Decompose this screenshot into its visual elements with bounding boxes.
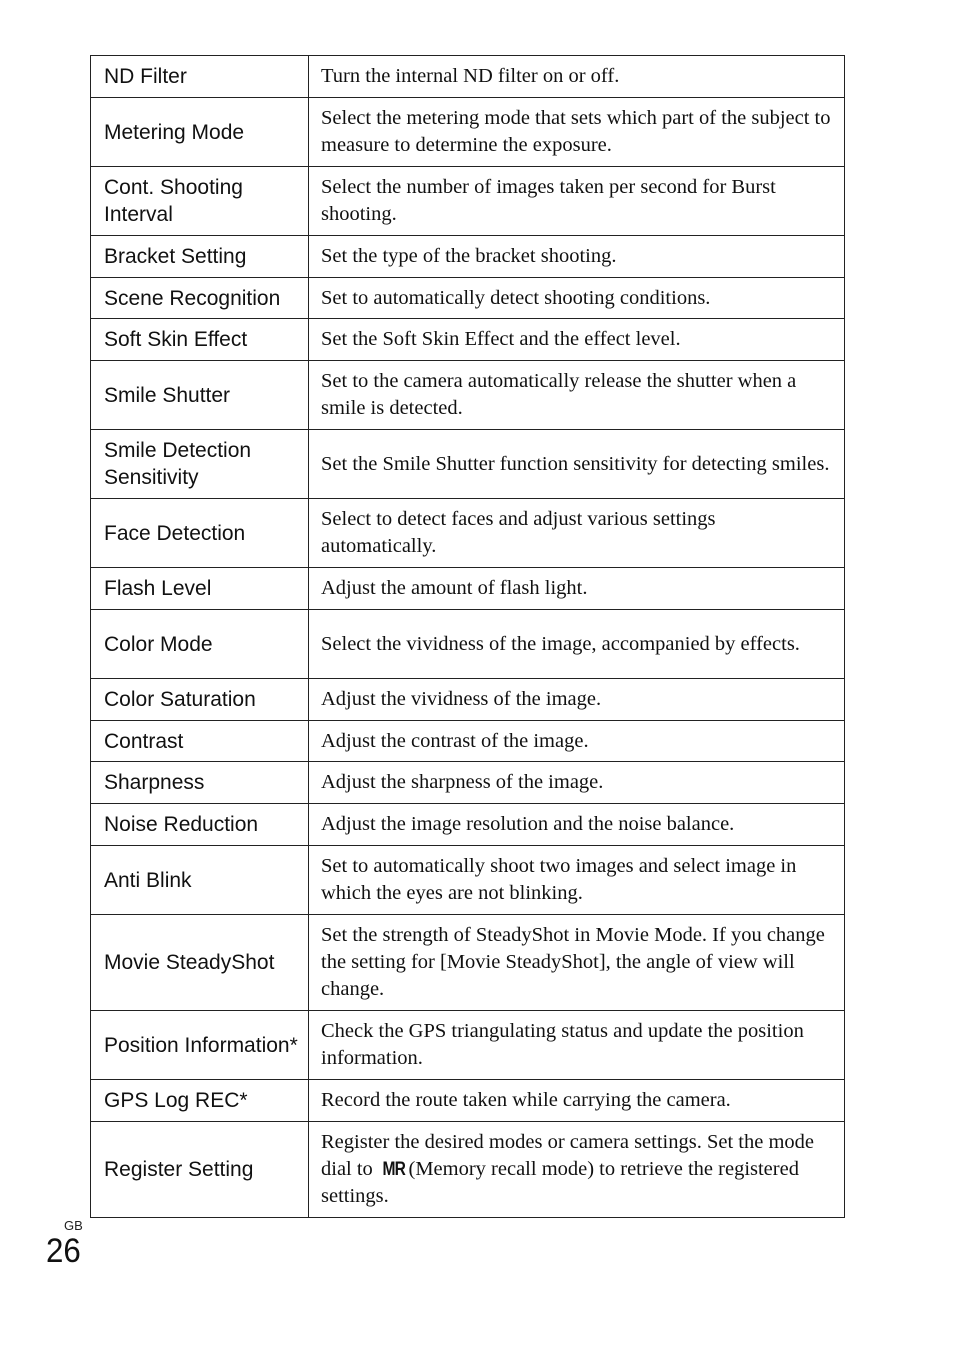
table-row bbox=[91, 846, 845, 915]
setting-description bbox=[309, 1122, 845, 1218]
setting-name: Bracket Setting bbox=[91, 236, 309, 278]
table-row bbox=[91, 1011, 845, 1080]
setting-description: Select the number of images taken per second for Burst shooting. bbox=[309, 167, 845, 236]
setting-name: Movie SteadyShot bbox=[91, 915, 309, 1011]
setting-description: Set the type of the bracket shooting. bbox=[309, 236, 845, 278]
table-row bbox=[91, 167, 845, 236]
setting-name: Face Detection bbox=[91, 499, 309, 568]
table-row bbox=[91, 278, 845, 319]
setting-name: Smile Detection Sensitivity bbox=[91, 430, 309, 499]
setting-name: Cont. Shooting Interval bbox=[91, 167, 309, 236]
region-code: GB bbox=[64, 1218, 83, 1233]
setting-name: Contrast bbox=[91, 721, 309, 762]
setting-description: Set to the camera automatically release the shutter when a smile is detected. bbox=[309, 361, 845, 430]
setting-description: Select the metering mode that sets which part of the subject to measure to determine the exposure. bbox=[309, 98, 845, 167]
table-row bbox=[91, 430, 845, 499]
table-row bbox=[91, 1080, 845, 1122]
setting-description: Record the route taken while carrying the camera. bbox=[309, 1080, 845, 1122]
setting-name: Flash Level bbox=[91, 568, 309, 610]
table-row bbox=[91, 56, 845, 98]
table-row bbox=[91, 610, 845, 679]
table-row bbox=[91, 319, 845, 361]
setting-description: Set to automatically shoot two images and select image in which the eyes are not blinking. bbox=[309, 846, 845, 915]
table-row bbox=[91, 361, 845, 430]
setting-description: Select the vividness of the image, accompanied by effects. bbox=[309, 610, 845, 679]
setting-description: Check the GPS triangulating status and update the position information. bbox=[309, 1011, 845, 1080]
setting-name: Anti Blink bbox=[91, 846, 309, 915]
setting-description: Adjust the vividness of the image. bbox=[309, 679, 845, 721]
setting-name: Smile Shutter bbox=[91, 361, 309, 430]
setting-description: Set the strength of SteadyShot in Movie Mode. If you change the setting for [Movie SteadyShot], the angle of view will change. bbox=[309, 915, 845, 1011]
setting-description: Set the Soft Skin Effect and the effect level. bbox=[309, 319, 845, 361]
table-row bbox=[91, 679, 845, 721]
setting-name: Metering Mode bbox=[91, 98, 309, 167]
settings-table-body bbox=[91, 56, 845, 1218]
setting-description: Set to automatically detect shooting conditions. bbox=[309, 278, 845, 319]
memory-recall-mode-icon: MR bbox=[382, 1159, 406, 1180]
setting-name: Position Information* bbox=[91, 1011, 309, 1080]
table-row bbox=[91, 804, 845, 846]
table-row bbox=[91, 915, 845, 1011]
setting-name: ND Filter bbox=[91, 56, 309, 98]
setting-description: Adjust the amount of flash light. bbox=[309, 568, 845, 610]
settings-table bbox=[90, 55, 845, 1218]
table-row bbox=[91, 568, 845, 610]
table-row bbox=[91, 236, 845, 278]
setting-name: GPS Log REC* bbox=[91, 1080, 309, 1122]
table-row bbox=[91, 499, 845, 568]
setting-name: Color Mode bbox=[91, 610, 309, 679]
setting-name: Color Saturation bbox=[91, 679, 309, 721]
setting-description: Select to detect faces and adjust various settings automatically. bbox=[309, 499, 845, 568]
setting-description: Set the Smile Shutter function sensitivity for detecting smiles. bbox=[309, 430, 845, 499]
setting-description: Adjust the sharpness of the image. bbox=[309, 762, 845, 804]
setting-description: Adjust the contrast of the image. bbox=[309, 721, 845, 762]
setting-name: Register Setting bbox=[91, 1122, 309, 1218]
setting-name: Noise Reduction bbox=[91, 804, 309, 846]
setting-name: Soft Skin Effect bbox=[91, 319, 309, 361]
setting-description-text: (Memory recall mode) to retrieve the registered settings. bbox=[321, 1158, 799, 1207]
table-row bbox=[91, 721, 845, 762]
table-row bbox=[91, 98, 845, 167]
setting-name: Sharpness bbox=[91, 762, 309, 804]
setting-description-text: Register the desired modes or camera settings. Set the mode dial to bbox=[321, 1131, 815, 1180]
setting-name: Scene Recognition bbox=[91, 278, 309, 319]
table-row bbox=[91, 1122, 845, 1218]
setting-description: Turn the internal ND filter on or off. bbox=[309, 56, 845, 98]
page-number: 26 bbox=[46, 1232, 81, 1270]
table-row bbox=[91, 762, 845, 804]
setting-description: Adjust the image resolution and the noise balance. bbox=[309, 804, 845, 846]
